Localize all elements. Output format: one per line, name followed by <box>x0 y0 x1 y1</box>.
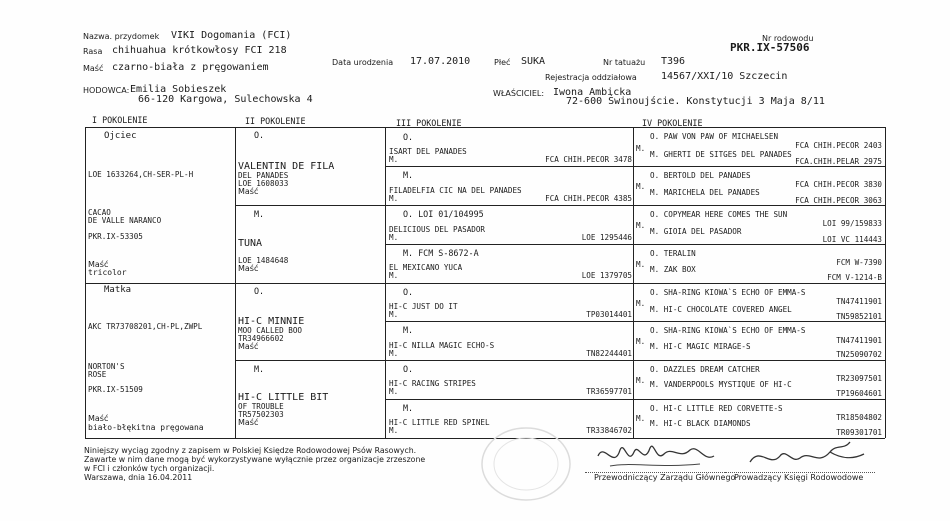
gen3-name: DELICIOUS DEL PASADOR <box>389 225 486 234</box>
gen2-color-label: Maść <box>238 342 259 351</box>
gen2-sex-marker: O. <box>254 130 265 140</box>
sire-color: tricolor <box>88 268 127 277</box>
gen2-name: TUNA <box>238 238 263 249</box>
gen3-name: HI-C NILLA MAGIC ECHO-S <box>389 341 495 350</box>
gen2-name-line2: MOO CALLED BOO <box>238 326 303 335</box>
gen2-name-line2: DEL PANADES <box>238 171 289 180</box>
gen3-top: M. <box>403 403 414 413</box>
column-header-3: III POKOLENIE <box>396 118 462 128</box>
gen4-m-marker: M. <box>636 337 646 346</box>
gen4-sire-registration: TR18504802 <box>836 413 882 422</box>
dam-pkr-number: PKR.IX-51509 <box>88 385 143 394</box>
gen3-registration: TP03014401 <box>586 310 632 319</box>
pedigree-number: PKR.IX-57506 <box>730 41 810 54</box>
gen4-sire-registration: FCM W-7390 <box>836 258 882 267</box>
signature-label-registrar: Prowadzący Księgi Rodowodowe <box>734 473 864 482</box>
gen4-dam-registration: FCA CHIH.PECOR 3063 <box>795 196 882 205</box>
gen2-registration: TR34966602 <box>238 334 284 343</box>
gen3-name: HI-C RACING STRIPES <box>389 379 476 388</box>
gen4-sire: O. DAZZLES DREAM CATCHER <box>650 365 760 374</box>
gen2-name: VALENTIN DE FILA <box>238 161 335 172</box>
gen4-sire: O. SHA-RING KIOWA`S ECHO OF EMMA-S <box>650 288 806 297</box>
gen4-dam: M. ZAK BOX <box>650 265 696 274</box>
owner-address: 72-600 Świnoujście. Konstytucji 3 Maja 8/11 <box>566 96 825 107</box>
dog-name: VIKI Dogomania (FCI) <box>171 30 292 41</box>
gen3-registration: FCA CHIH.PECOR 4385 <box>545 194 632 203</box>
birth-label: Data urodzenia <box>332 58 394 67</box>
gen3-top: M. FCM S-8672-A <box>403 248 479 258</box>
signature-chairman-icon <box>590 436 720 476</box>
gen2-registration: TR57502303 <box>238 410 284 419</box>
gen4-dam-registration: FCM V-1214-B <box>827 273 882 282</box>
breed-label: Rasa <box>83 47 103 56</box>
gen3-name: FILADELFIA CIC NA DEL PANADES <box>389 186 522 195</box>
gen2-color-label: Maść <box>238 187 259 196</box>
breeder-address: 66-120 Kargowa, Sulechowska 4 <box>138 94 313 105</box>
dam-name-line2: ROSE <box>88 370 107 379</box>
sire-name-line1: CACAO <box>88 208 111 217</box>
gen4-dam-registration: TR09301701 <box>836 428 882 437</box>
dam-registration: AKC TR73708201,CH-PL,ZWPL <box>88 322 203 331</box>
gen4-sire-registration: TR23097501 <box>836 374 882 383</box>
breeder-label: HODOWCA: <box>83 86 130 95</box>
gen4-sire: O. COPYMEAR HERE COMES THE SUN <box>650 210 788 219</box>
sire-registration: LOE 1633264,CH-SER-PL-H <box>88 170 194 179</box>
gen3-top: M. <box>403 170 414 180</box>
gen4-m-marker: M. <box>636 376 646 385</box>
dam-name-line1: NORTON'S <box>88 362 125 371</box>
gen2-registration: LOE 1608033 <box>238 179 289 188</box>
gen3-bottom: M. <box>389 271 399 280</box>
column-header-1: I POKOLENIE <box>92 115 148 125</box>
color-value: czarno-biała z pręgowaniem <box>112 62 269 73</box>
gen3-top: O. <box>403 132 414 142</box>
gen4-sire-registration: FCA CHIH.PECOR 3830 <box>795 180 882 189</box>
gen4-m-marker: M. <box>636 144 646 153</box>
gen3-bottom: M. <box>389 349 399 358</box>
registration-label: Rejestracja oddziałowa <box>545 73 637 82</box>
gen2-color-label: Maść <box>238 264 259 273</box>
sex-value: SUKA <box>521 56 546 67</box>
gen3-bottom: M. <box>389 233 399 242</box>
gen4-dam: M. HI-C BLACK DIAMONDS <box>650 419 751 428</box>
birth-value: 17.07.2010 <box>410 56 471 67</box>
owner-name: Iwona Ambicka <box>553 87 632 98</box>
column-header-2: II POKOLENIE <box>245 116 306 126</box>
gen3-top: O. <box>403 364 414 374</box>
gen3-registration: LOE 1295446 <box>581 233 632 242</box>
gen3-bottom: M. <box>389 155 399 164</box>
name-label: Nazwa. przydomek <box>83 32 160 41</box>
gen4-dam: M. GIOIA DEL PASADOR <box>650 227 742 236</box>
gen4-dam-registration: LOI VC 114443 <box>822 235 882 244</box>
footer-line-2: Zawarte w nim dane mogą być wykorzystywane wyłącznie przez organizacje zrzeszone <box>84 455 426 464</box>
gen3-top: M. <box>403 325 414 335</box>
gen4-sire: O. SHA-RING KIOWA`S ECHO OF EMMA-S <box>650 326 806 335</box>
tattoo-value: T396 <box>661 56 686 67</box>
gen3-name: HI-C LITTLE RED SPINEL <box>389 418 490 427</box>
gen2-registration: LOE 1484648 <box>238 256 289 265</box>
gen4-m-marker: M. <box>636 260 646 269</box>
gen4-dam-registration: TN25090702 <box>836 350 882 359</box>
gen4-sire: O. HI-C LITTLE RED CORVETTE-S <box>650 404 783 413</box>
gen3-bottom: M. <box>389 310 399 319</box>
breed-value: chihuahua krótkowłosy FCI 218 <box>112 45 287 56</box>
dam-color: biało-błękitna pręgowana <box>88 423 204 432</box>
gen2-name-line2: OF TROUBLE <box>238 402 284 411</box>
gen2-name: HI-C MINNIE <box>238 316 305 327</box>
gen4-dam: M. VANDERPOOLS MYSTIQUE OF HI-C <box>650 380 792 389</box>
gen2-sex-marker: M. <box>254 209 265 219</box>
gen3-registration: FCA CHIH.PECOR 3478 <box>545 155 632 164</box>
gen4-m-marker: M. <box>636 221 646 230</box>
footer-date: Warszawa, dnia 16.04.2011 <box>84 473 193 482</box>
gen3-bottom: M. <box>389 426 399 435</box>
tattoo-label: Nr tatuażu <box>603 58 646 67</box>
breeder-name: Emilia Sobieszek <box>130 84 227 95</box>
sire-name-line2: DE VALLE NARANCO <box>88 216 162 225</box>
gen4-sire-registration: TN47411901 <box>836 336 882 345</box>
gen2-color-label: Maść <box>238 418 259 427</box>
sex-label: Płeć <box>494 58 511 67</box>
signature-label-chairman: Przewodniczący Zarządu Głównego <box>594 473 736 482</box>
gen4-dam: M. HI-C MAGIC MIRAGE-S <box>650 342 751 351</box>
gen4-dam: M. HI-C CHOCOLATE COVERED ANGEL <box>650 305 792 314</box>
pedigree-number-label: Nr rodowodu <box>762 34 814 43</box>
gen2-sex-marker: O. <box>254 286 265 296</box>
sire-color-label: Maść <box>88 260 109 269</box>
gen3-registration: TR36597701 <box>586 387 632 396</box>
gen4-m-marker: M. <box>636 414 646 423</box>
gen4-sire: O. PAW VON PAW OF MICHAELSEN <box>650 132 779 141</box>
gen4-dam: M. GHERTI DE SITGES DEL PANADES <box>650 150 792 159</box>
gen3-bottom: M. <box>389 194 399 203</box>
footer-line-1: Niniejszy wyciąg zgodny z zapisem w Polskiej Księdze Rodowodowej Psów Rasowych. <box>84 446 417 455</box>
gen3-name: EL MEXICANO YUCA <box>389 263 463 272</box>
sire-pkr-number: PKR.IX-53305 <box>88 232 143 241</box>
dam-color-label: Maść <box>88 414 109 423</box>
gen4-sire-registration: TN47411901 <box>836 297 882 306</box>
gen4-dam-registration: TN59852101 <box>836 312 882 321</box>
gen3-name: HI-C JUST DO IT <box>389 302 458 311</box>
owner-label: WŁAŚCICIEL: <box>493 89 545 98</box>
registration-value: 14567/XXI/10 Szczecin <box>661 71 788 82</box>
gen3-bottom: M. <box>389 387 399 396</box>
gen4-sire: O. BERTOLD DEL PANADES <box>650 171 751 180</box>
gen4-sire-registration: LOI 99/159833 <box>822 219 882 228</box>
gen3-registration: LOE 1379705 <box>581 271 632 280</box>
gen3-top: O. LOI 01/104995 <box>403 209 484 219</box>
gen4-dam-registration: TP19604601 <box>836 389 882 398</box>
signature-registrar-icon <box>740 436 870 476</box>
footer-line-3: w FCI i członków tych organizacji. <box>84 464 215 473</box>
gen4-dam-registration: FCA.CHIH.PELAR 2975 <box>795 157 882 166</box>
color-label: Maść <box>83 64 104 73</box>
gen3-name: ISART DEL PANADES <box>389 147 467 156</box>
stamp-icon <box>478 424 574 504</box>
gen4-dam: M. MARICHELA DEL PANADES <box>650 188 760 197</box>
gen4-m-marker: M. <box>636 182 646 191</box>
gen4-m-marker: M. <box>636 299 646 308</box>
gen2-name: HI-C LITTLE BIT <box>238 392 329 403</box>
gen3-top: O. <box>403 287 414 297</box>
column-header-4: IV POKOLENIE <box>642 118 703 128</box>
gen3-registration: TN82244401 <box>586 349 632 358</box>
gen2-sex-marker: M. <box>254 364 265 374</box>
gen4-sire: O. TERALIN <box>650 249 696 258</box>
sire-label: Ojciec <box>104 131 137 141</box>
gen4-sire-registration: FCA CHIH.PECOR 2403 <box>795 141 882 150</box>
dam-label: Matka <box>104 285 132 295</box>
gen3-registration: TR33846702 <box>586 426 632 435</box>
